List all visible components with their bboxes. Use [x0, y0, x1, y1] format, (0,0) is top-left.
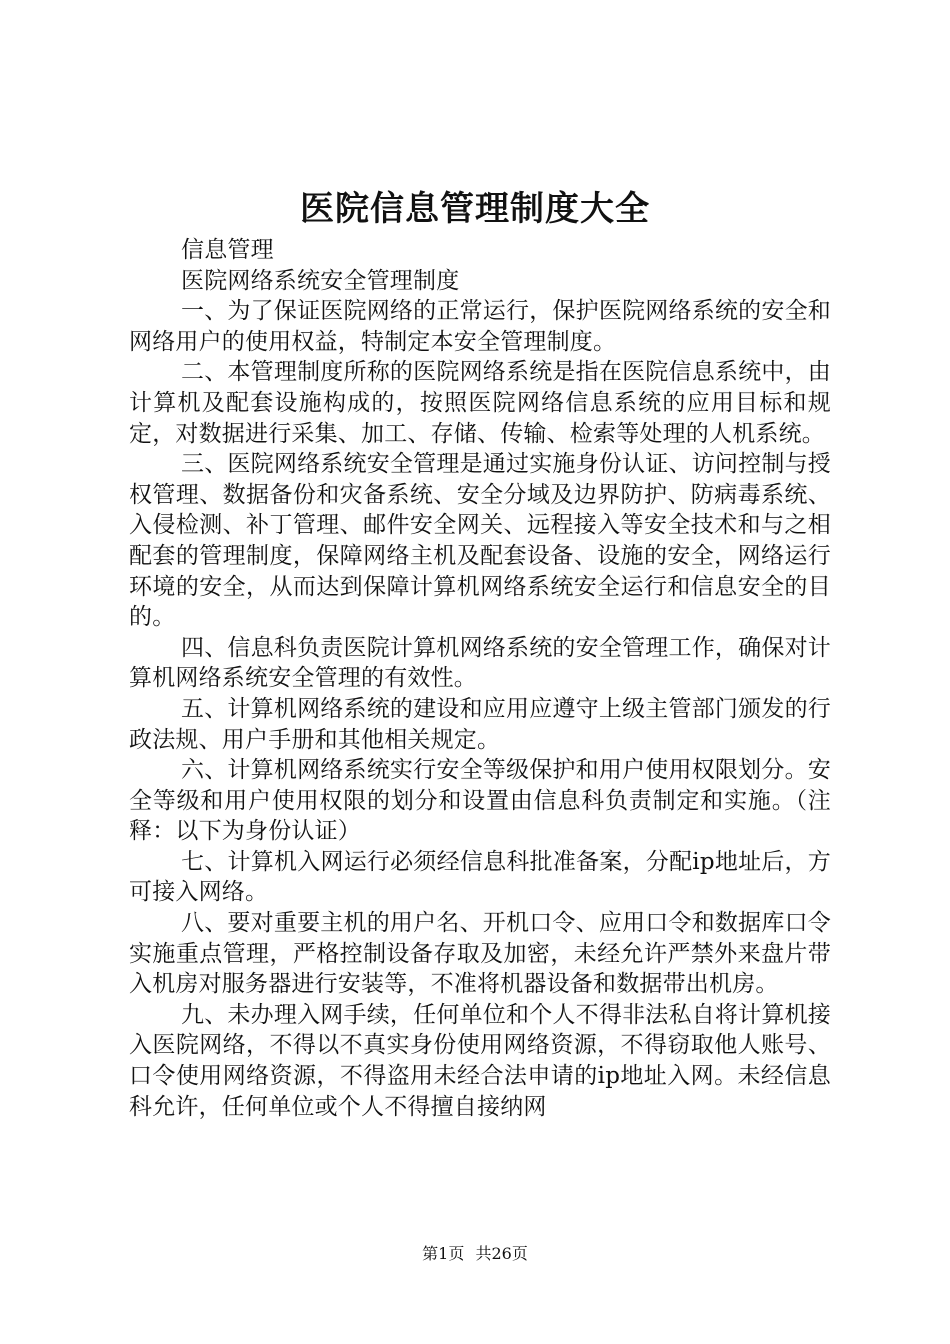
paragraph-2: 二、本管理制度所称的医院网络系统是指在医院信息系统中，由计算机及配套设施构成的，按照医院网络信息系统的应用目标和规定，对数据进行采集、加工、存储、传输、检索等处理的人机系统。	[129, 359, 831, 447]
document-title: 医院信息管理制度大全	[300, 189, 650, 229]
page-total: 共26页	[475, 1244, 528, 1263]
paragraph-7: 七、计算机入网运行必须经信息科批准备案，分配ip地址后，方可接入网络。	[129, 848, 831, 906]
document-body	[129, 235, 831, 1122]
paragraph-8: 八、要对重要主机的用户名、开机口令、应用口令和数据库口令实施重点管理，严格控制设备存取及加密，未经允许严禁外来盘片带入机房对服务器进行安装等，不准将机器设备和数据带出机房。	[129, 910, 831, 998]
page-number: 第1页	[422, 1244, 465, 1263]
section-heading: 信息管理	[181, 237, 274, 263]
paragraph-4: 四、信息科负责医院计算机网络系统的安全管理工作，确保对计算机网络系统安全管理的有效性。	[129, 634, 831, 692]
paragraph-1: 一、为了保证医院网络的正常运行，保护医院网络系统的安全和网络用户的使用权益，特制定本安全管理制度。	[129, 298, 831, 355]
page-footer	[0, 1243, 950, 1265]
paragraph-9: 九、未办理入网手续，任何单位和个人不得非法私自将计算机接入医院网络，不得以不真实身份使用网络资源，不得窃取他人账号、口令使用网络资源，不得盗用未经合法申请的ip地址入网。未经信息科允许，任何单位或个人不得擅自接纳网	[129, 1001, 831, 1120]
paragraph-3: 三、医院网络系统安全管理是通过实施身份认证、访问控制与授权管理、数据备份和灾备系统、安全分域及边界防护、防病毒系统、入侵检测、补丁管理、邮件安全网关、远程接入等安全技术和与之相配套的管理制度，保障网络主机及配套设备、设施的安全，网络运行环境的安全，从而达到保障计算机网络系统安全运行和信息安全的目的。	[129, 451, 831, 631]
subsection-heading: 医院网络系统安全管理制度	[181, 267, 460, 294]
paragraph-5: 五、计算机网络系统的建设和应用应遵守上级主管部门颁发的行政法规、用户手册和其他相关规定。	[129, 695, 831, 753]
paragraph-6: 六、计算机网络系统实行安全等级保护和用户使用权限划分。安全等级和用户使用权限的划分和设置由信息科负责制定和实施。（注释：以下为身份认证）	[129, 757, 831, 845]
